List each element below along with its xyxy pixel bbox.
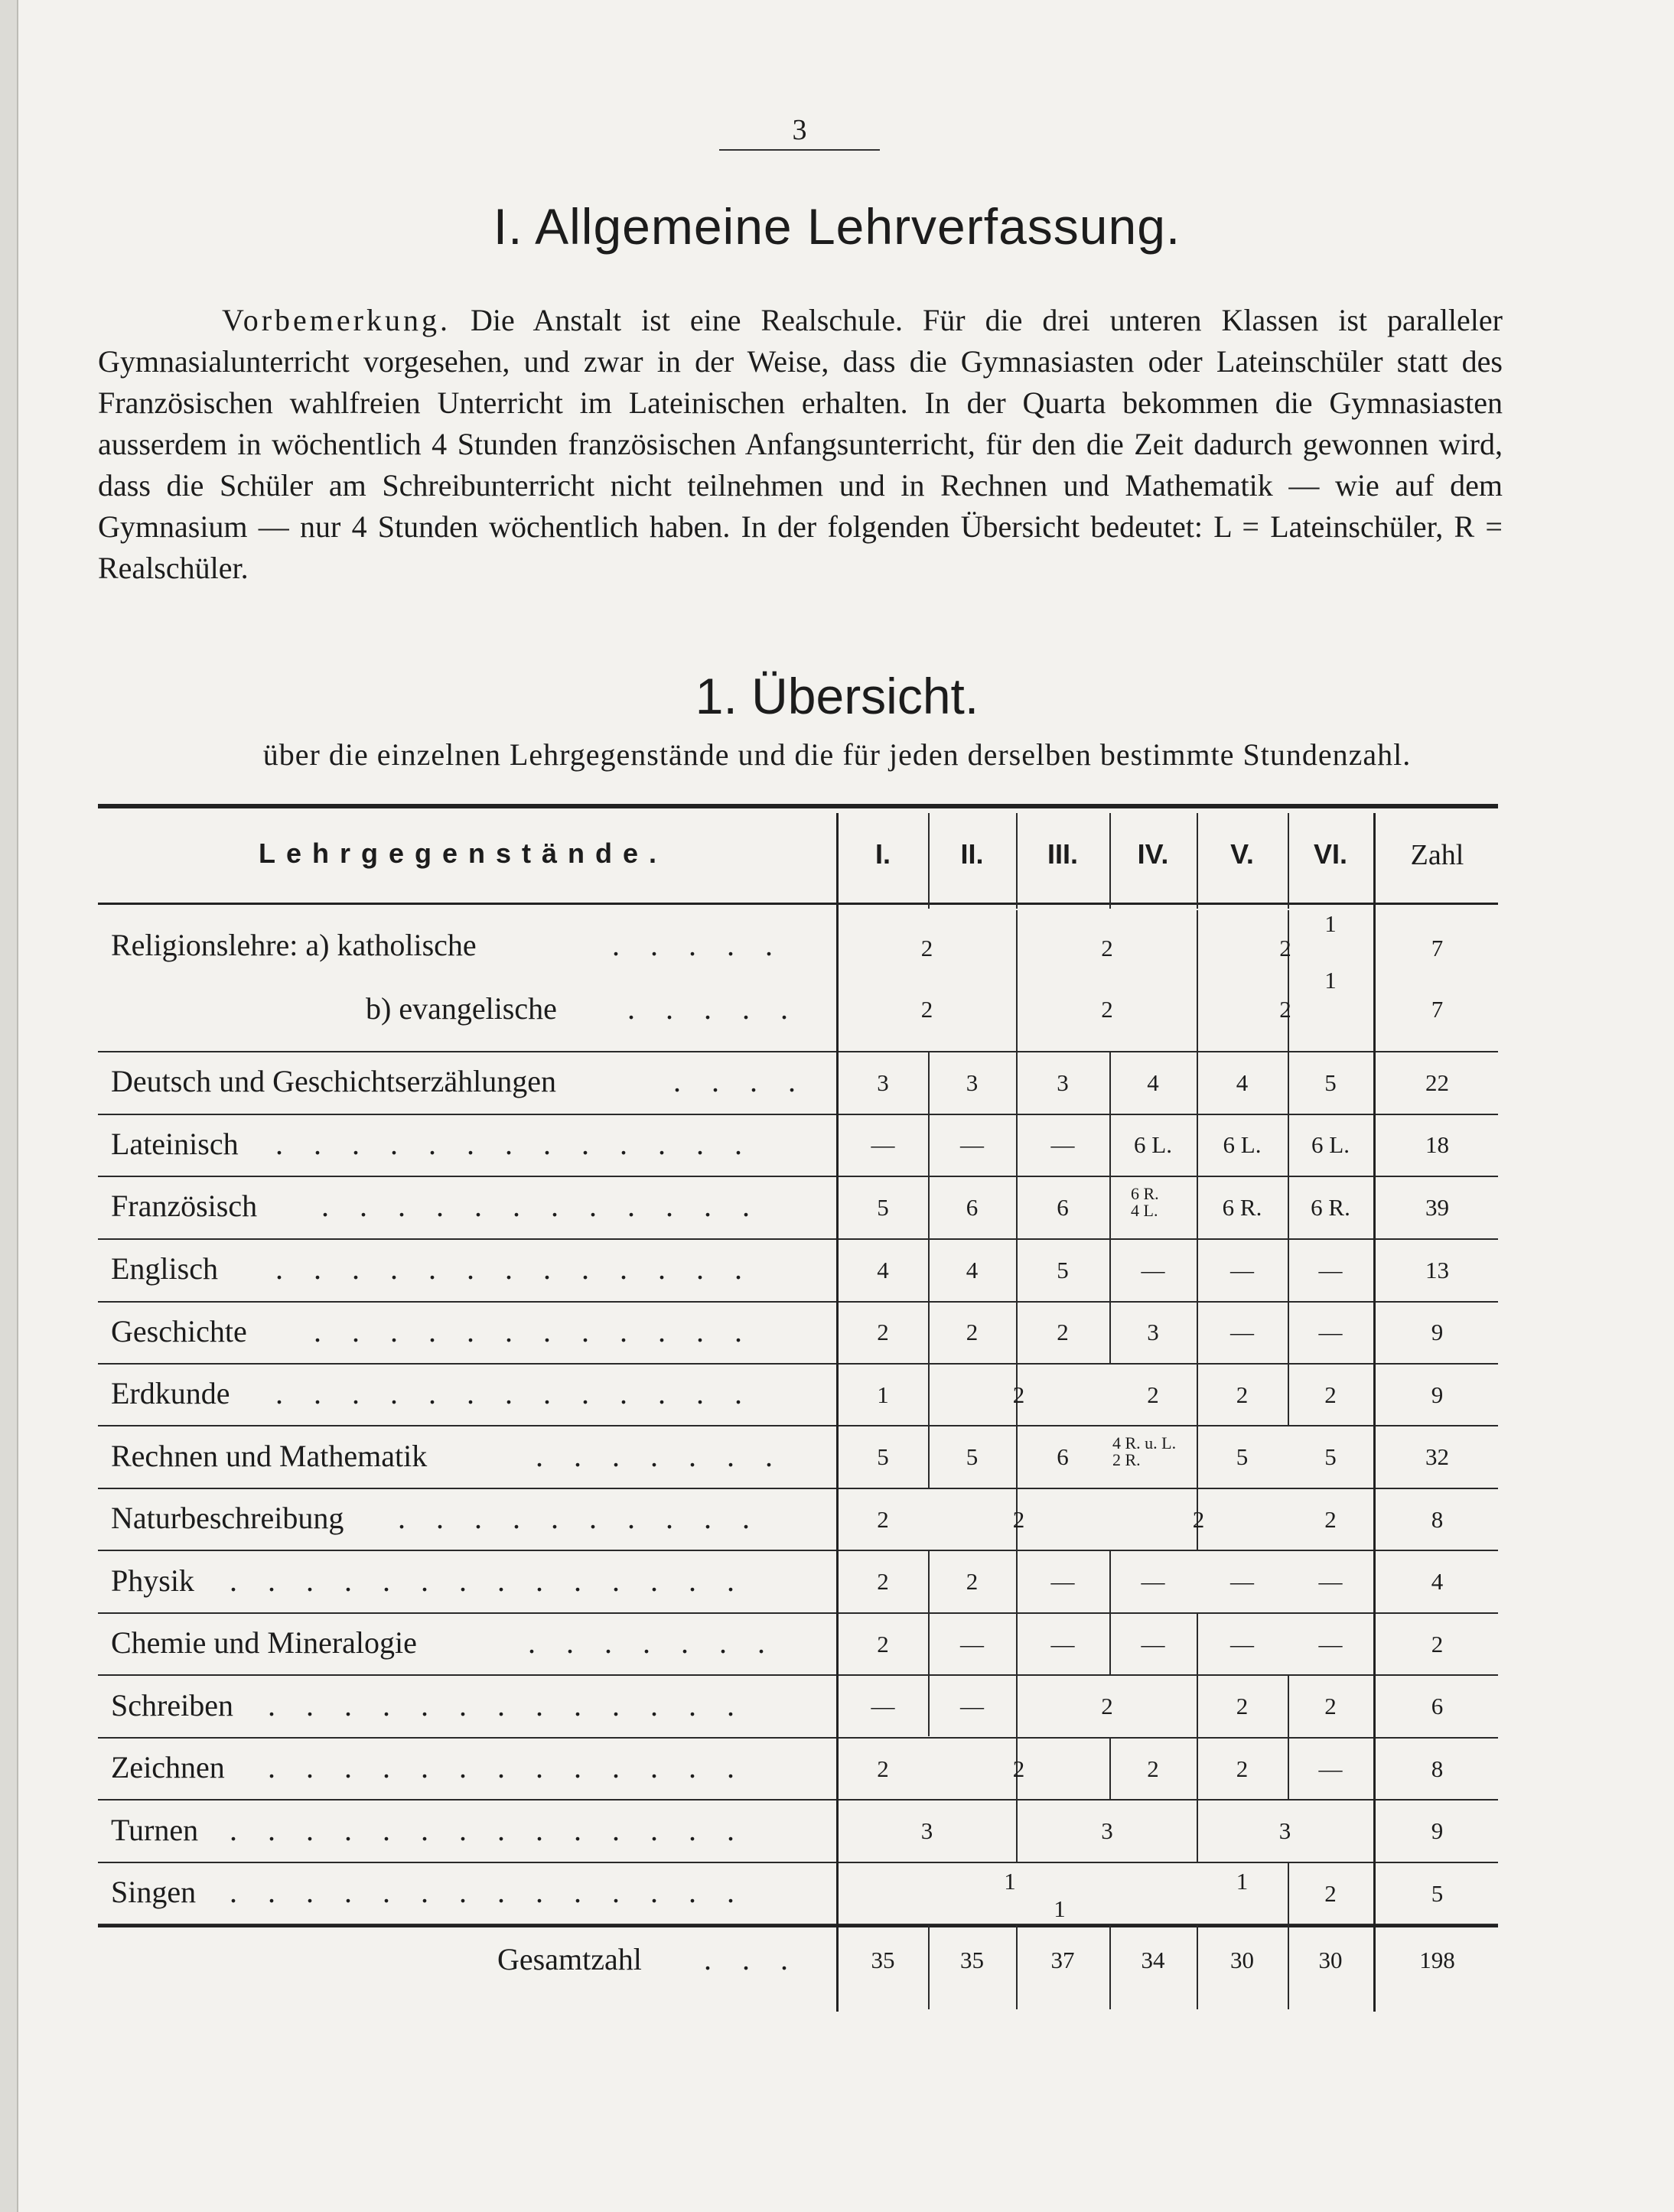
- cell: 4: [877, 1257, 889, 1283]
- subject-label: Religionslehre: a) katholische: [111, 928, 477, 962]
- cell: —: [1318, 1755, 1343, 1782]
- leader-dots: . . . . . . .: [528, 1625, 777, 1660]
- total-value: 30: [1230, 1947, 1254, 1973]
- cell: —: [1141, 1568, 1165, 1595]
- cell: 4: [1236, 1069, 1249, 1096]
- total-cell: 9: [1431, 1817, 1444, 1844]
- cell: 2: [877, 1506, 889, 1533]
- subject-label: Zeichnen: [111, 1750, 225, 1784]
- total-row-label: Gesamtzahl: [497, 1942, 642, 1976]
- cell: [1112, 1435, 1194, 1469]
- total-row-dots: . . .: [704, 1942, 800, 1976]
- cell: —: [1141, 1631, 1165, 1657]
- cell: —: [1050, 1131, 1075, 1158]
- cell: —: [960, 1131, 984, 1158]
- cell: 3: [1057, 1069, 1069, 1096]
- header-total: Zahl: [1410, 839, 1464, 871]
- cell: 2: [1324, 1506, 1337, 1533]
- cell: 1: [877, 1381, 889, 1408]
- cell: —: [960, 1631, 984, 1657]
- leader-dots: . . . . . . . . . . . . . .: [230, 1875, 746, 1909]
- table-title: 1. Übersicht.: [695, 668, 979, 724]
- header-class-vi: VI.: [1313, 838, 1347, 870]
- header-class-ii: II.: [960, 838, 984, 870]
- total-cell: 4: [1431, 1568, 1444, 1595]
- cell: [1131, 1186, 1192, 1219]
- column-rule: [1197, 1051, 1198, 1550]
- intro-label: Vorbemerkung.: [222, 303, 451, 337]
- cell: —: [1141, 1257, 1165, 1283]
- leader-dots: . . . . . . . . . . . . .: [275, 1251, 754, 1286]
- total-cell: 2: [1431, 1631, 1444, 1657]
- cell: 2: [1012, 1755, 1025, 1782]
- total-cell: 22: [1425, 1069, 1449, 1096]
- total-cell: 7: [1431, 935, 1444, 961]
- cell: —: [1230, 1631, 1254, 1657]
- cell: 3: [1278, 1817, 1291, 1844]
- total-cell: 7: [1431, 996, 1444, 1023]
- leader-dots: . . . . . . . . . . . . .: [268, 1750, 746, 1784]
- subject-label: Geschichte: [111, 1314, 247, 1348]
- cell: 6: [1057, 1443, 1069, 1470]
- row-rule: [98, 1550, 1498, 1551]
- cell: 6: [966, 1194, 979, 1221]
- leader-dots: . . . . . . . . . . . . .: [275, 1376, 754, 1410]
- cell: 2: [1279, 935, 1291, 961]
- cell: 2: [1101, 935, 1113, 961]
- column-rule: [1109, 1051, 1111, 1363]
- cell: —: [1050, 1568, 1075, 1595]
- subject-label: Erdkunde: [111, 1376, 230, 1410]
- cell: 2: [877, 1755, 889, 1782]
- header-class-iv: IV.: [1137, 838, 1169, 870]
- total-cell: 9: [1431, 1319, 1444, 1345]
- column-rule: [1016, 910, 1018, 1051]
- leader-dots: . . . . . . . . . . . . . .: [230, 1813, 746, 1847]
- total-value: 35: [871, 1947, 895, 1973]
- cell: 2: [1101, 1693, 1113, 1719]
- leader-dots: . . . . .: [612, 928, 784, 962]
- header-class-iii: III.: [1047, 838, 1078, 870]
- header-class-i: I.: [874, 838, 891, 870]
- grand-total: 198: [1419, 1947, 1455, 1973]
- cell: 5: [877, 1194, 889, 1221]
- cell: 1: [1054, 1895, 1066, 1922]
- total-cell: 6: [1431, 1693, 1444, 1719]
- subject-label: Englisch: [111, 1251, 218, 1286]
- cell: —: [871, 1131, 895, 1158]
- cell: 2: [1324, 1693, 1337, 1719]
- leader-dots: . . . . . . . . . . . .: [321, 1189, 761, 1223]
- cell: —: [1318, 1631, 1343, 1657]
- intro-text: Die Anstalt ist eine Realschule. Für die drei unteren Klassen ist paralleler Gymnasialunterricht vorgesehen, und zwar in der Weise, dass die Gymnasiasten oder Lateinschüler statt des Französischen wahlfreien Unterricht im Lateinischen erhalten. In der Quarta bekommen die Gymnasiasten ausserdem in wöchentlich 4 Stunden französischen Anfangsunterricht, für den die Zeit dadurch gewonnen wird, dass die Schüler am Schreibunterricht nicht teilnehmen und in Rechnen und Mathematik — wie auf dem Gymnasium — nur 4 Stunden wöchentlich haben. In der folgenden Übersicht bedeutet: L = Lateinschüler, R = Realschüler.: [98, 303, 1503, 585]
- cell: 2: [877, 1568, 889, 1595]
- subject-label: b) evangelische: [366, 991, 557, 1026]
- table-top-rule: [98, 804, 1498, 808]
- cell: 5: [1236, 1443, 1249, 1470]
- cell-line: 4 R. u. L.: [1112, 1433, 1177, 1452]
- subject-label: Physik: [111, 1563, 194, 1598]
- cell: 2: [966, 1568, 979, 1595]
- cell: 2: [1012, 1506, 1025, 1533]
- cell: 2: [1279, 996, 1291, 1023]
- cell: 2: [920, 935, 933, 961]
- section-title: I. Allgemeine Lehrverfassung.: [493, 198, 1181, 255]
- cell: 1: [1236, 1868, 1249, 1895]
- cell: 5: [1057, 1257, 1069, 1283]
- cell: 2: [1236, 1755, 1249, 1782]
- total-value: 37: [1050, 1947, 1075, 1973]
- cell: 3: [1101, 1817, 1113, 1844]
- total-cell: 39: [1425, 1194, 1449, 1221]
- leader-dots: . . . . .: [627, 991, 800, 1026]
- leader-dots: . . . . . . . . . . . . .: [268, 1688, 746, 1722]
- cell: 2: [1012, 1381, 1025, 1408]
- column-rule: [1288, 1051, 1289, 1425]
- cell: 6 R.: [1311, 1194, 1350, 1221]
- cell: 1: [1004, 1868, 1016, 1895]
- subject-label: Naturbeschreibung: [111, 1501, 344, 1535]
- total-cell: 9: [1431, 1381, 1444, 1408]
- cell: 2: [1236, 1693, 1249, 1719]
- subject-label: Rechnen und Mathematik: [111, 1439, 428, 1473]
- cell: 5: [1324, 1069, 1337, 1096]
- cell: 3: [1147, 1319, 1159, 1345]
- cell: 2: [877, 1319, 889, 1345]
- cell: —: [1318, 1257, 1343, 1283]
- leader-dots: . . . .: [673, 1064, 807, 1098]
- cell: 1: [1324, 967, 1337, 994]
- leader-dots: . . . . . . .: [536, 1439, 784, 1473]
- cell: 2: [966, 1319, 979, 1345]
- total-cell: 13: [1425, 1257, 1449, 1283]
- cell: 1: [1324, 910, 1337, 937]
- cell: —: [1318, 1568, 1343, 1595]
- cell: —: [960, 1693, 984, 1719]
- cell: 2: [1236, 1381, 1249, 1408]
- cell: —: [1050, 1631, 1075, 1657]
- leader-dots: . . . . . . . . . . . . . .: [230, 1563, 746, 1598]
- cell: 3: [920, 1817, 933, 1844]
- cell: —: [1230, 1319, 1254, 1345]
- cell: 5: [1324, 1443, 1337, 1470]
- cell: 6: [1057, 1194, 1069, 1221]
- cell: 4: [966, 1257, 979, 1283]
- cell: 6 R.: [1222, 1194, 1262, 1221]
- subject-label: Französisch: [111, 1189, 258, 1223]
- cell: 2: [877, 1631, 889, 1657]
- cell: 3: [877, 1069, 889, 1096]
- row-rule: [98, 1425, 1498, 1426]
- cell: 6 L.: [1311, 1131, 1350, 1158]
- header-class-v: V.: [1230, 838, 1254, 870]
- cell: 6 L.: [1223, 1131, 1262, 1158]
- subject-label: Schreiben: [111, 1688, 233, 1722]
- cell: 4: [1147, 1069, 1159, 1096]
- subject-label: Deutsch und Geschichtserzählungen: [111, 1064, 557, 1098]
- total-cell: 8: [1431, 1506, 1444, 1533]
- total-cell: 8: [1431, 1755, 1444, 1782]
- cell-line: 2 R.: [1112, 1450, 1141, 1469]
- cell: 2: [1192, 1506, 1205, 1533]
- cell: 2: [1147, 1755, 1159, 1782]
- total-value: 35: [960, 1947, 984, 1973]
- total-cell: 5: [1431, 1880, 1444, 1907]
- subject-label: Turnen: [111, 1813, 199, 1847]
- cell: 3: [966, 1069, 979, 1096]
- cell: —: [871, 1693, 895, 1719]
- cell-line: 4 L.: [1131, 1201, 1158, 1220]
- cell: 5: [877, 1443, 889, 1470]
- table-subtitle: über die einzelnen Lehrgegenstände und die für jeden derselben bestimmte Stundenzahl.: [262, 737, 1412, 772]
- cell: 5: [966, 1443, 979, 1470]
- cell: 2: [1324, 1381, 1337, 1408]
- cell: —: [1318, 1319, 1343, 1345]
- total-cell: 18: [1425, 1131, 1449, 1158]
- cell: 2: [1057, 1319, 1069, 1345]
- header-subjects: Lehrgegenstände.: [258, 838, 668, 869]
- cell: 2: [1101, 996, 1113, 1023]
- leader-dots: . . . . . . . . . . . . .: [275, 1127, 754, 1161]
- total-cell: 32: [1425, 1443, 1449, 1470]
- page-number: 3: [792, 114, 807, 146]
- total-value: 34: [1141, 1947, 1165, 1973]
- row-rule: [98, 1488, 1498, 1489]
- cell-line: 6 R.: [1131, 1184, 1159, 1203]
- subject-label: Chemie und Mineralogie: [111, 1625, 417, 1660]
- row-rule: [98, 1799, 1498, 1801]
- total-value: 30: [1318, 1947, 1343, 1973]
- row-rule: [98, 1612, 1498, 1614]
- cell: —: [1230, 1257, 1254, 1283]
- cell: 6 L.: [1134, 1131, 1172, 1158]
- cell: 2: [920, 996, 933, 1023]
- subject-label: Lateinisch: [111, 1127, 239, 1161]
- cell: —: [1230, 1568, 1254, 1595]
- column-rule: [1197, 910, 1198, 1051]
- leader-dots: . . . . . . . . . .: [398, 1501, 761, 1535]
- cell: 2: [1147, 1381, 1159, 1408]
- cell: 2: [1324, 1880, 1337, 1907]
- subject-label: Singen: [111, 1875, 197, 1909]
- leader-dots: . . . . . . . . . . . .: [314, 1314, 754, 1348]
